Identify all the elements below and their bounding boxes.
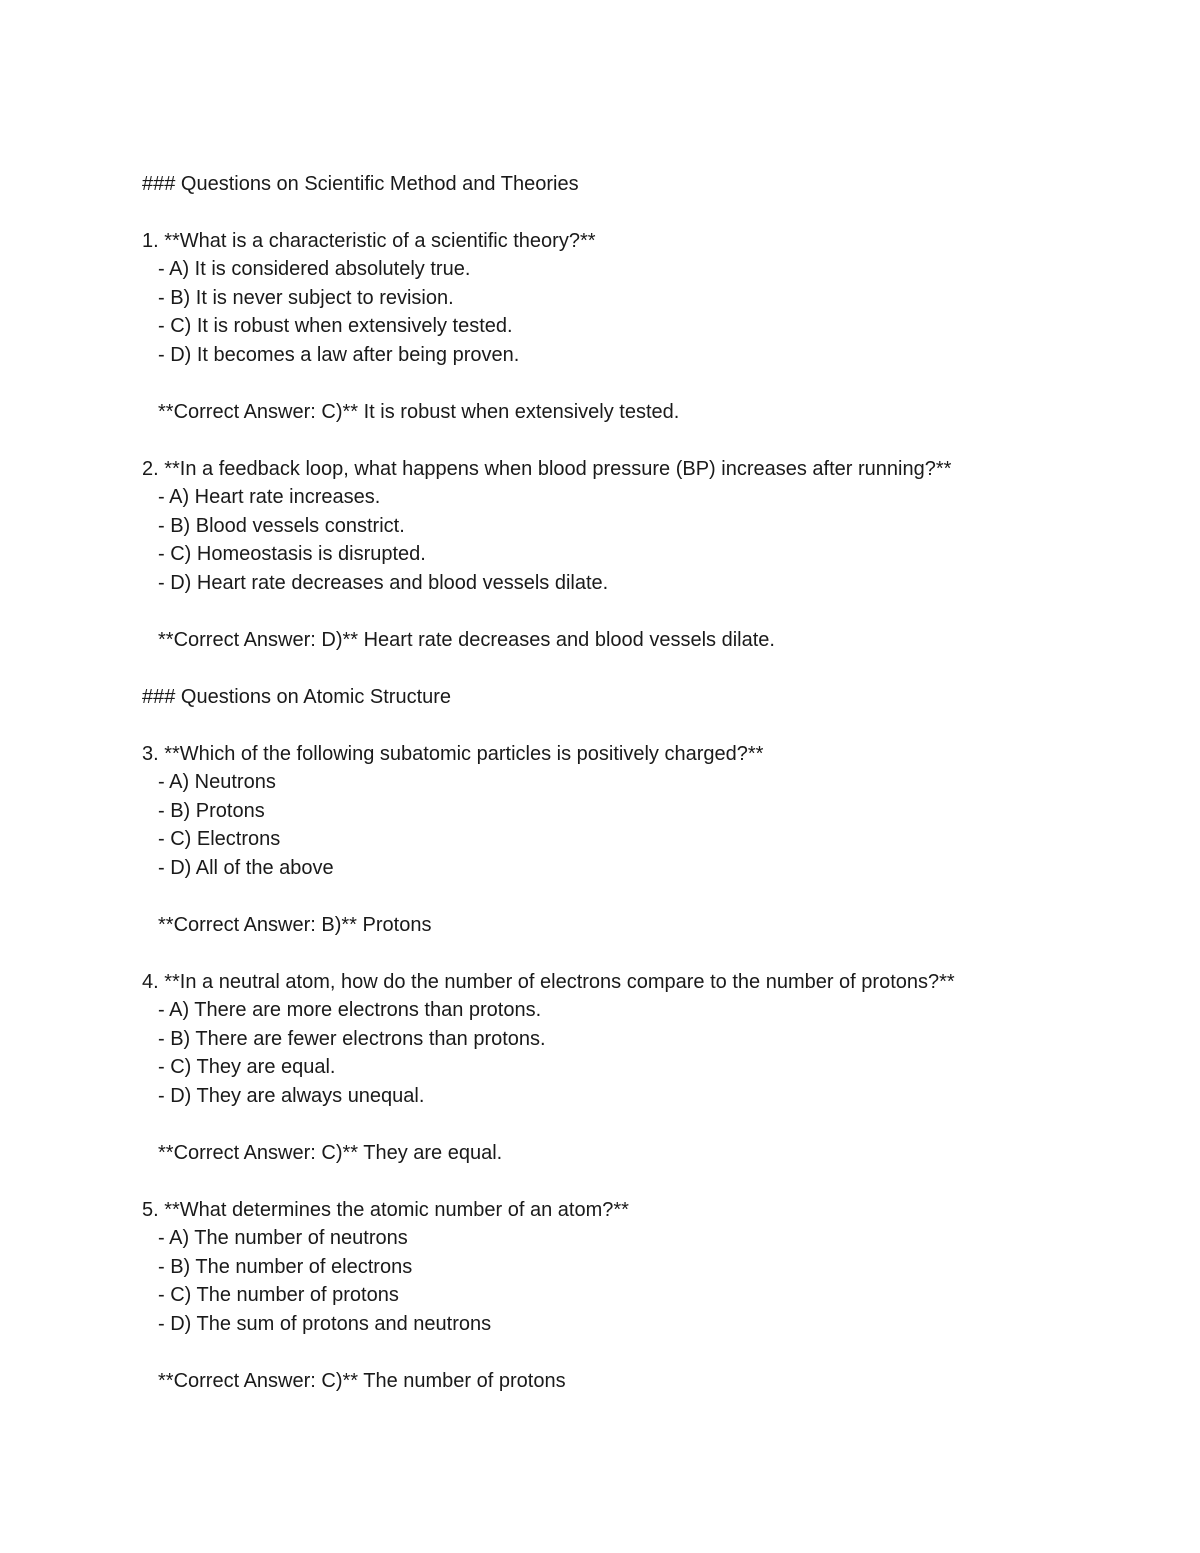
option-c: - C) The number of protons: [158, 1284, 399, 1306]
option-b: - B) The number of electrons: [158, 1256, 413, 1278]
correct-answer: **Correct Answer: D)** Heart rate decreases and blood vessels dilate.: [158, 629, 775, 651]
option-b: - B) It is never subject to revision.: [158, 287, 454, 309]
correct-answer: **Correct Answer: C)** They are equal.: [158, 1142, 503, 1164]
section-heading: ### Questions on Scientific Method and Theories: [142, 173, 579, 195]
option-d: - D) The sum of protons and neutrons: [158, 1313, 492, 1335]
option-c: - C) It is robust when extensively tested.: [158, 315, 513, 337]
question-text: 4. **In a neutral atom, how do the number of electrons compare to the number of protons?**: [142, 971, 955, 993]
option-d: - D) All of the above: [158, 857, 334, 879]
correct-answer: **Correct Answer: C)** It is robust when extensively tested.: [158, 401, 680, 423]
option-b: - B) There are fewer electrons than protons.: [158, 1028, 546, 1050]
option-a: - A) Neutrons: [158, 771, 276, 793]
option-c: - C) Electrons: [158, 828, 281, 850]
question-text: 2. **In a feedback loop, what happens when blood pressure (BP) increases after running?**: [142, 458, 952, 480]
option-c: - C) Homeostasis is disrupted.: [158, 543, 426, 565]
option-a: - A) Heart rate increases.: [158, 486, 381, 508]
correct-answer: **Correct Answer: C)** The number of protons: [158, 1370, 566, 1392]
question-text: 3. **Which of the following subatomic particles is positively charged?**: [142, 743, 764, 765]
option-c: - C) They are equal.: [158, 1056, 336, 1078]
question-text: 1. **What is a characteristic of a scientific theory?**: [142, 230, 596, 252]
option-b: - B) Blood vessels constrict.: [158, 515, 405, 537]
section-heading: ### Questions on Atomic Structure: [142, 686, 452, 708]
question-text: 5. **What determines the atomic number of an atom?**: [142, 1199, 629, 1221]
option-d: - D) It becomes a law after being proven.: [158, 344, 520, 366]
option-b: - B) Protons: [158, 800, 265, 822]
option-a: - A) The number of neutrons: [158, 1227, 408, 1249]
option-d: - D) They are always unequal.: [158, 1085, 425, 1107]
option-a: - A) There are more electrons than protons.: [158, 999, 542, 1021]
option-a: - A) It is considered absolutely true.: [158, 258, 471, 280]
option-d: - D) Heart rate decreases and blood vessels dilate.: [158, 572, 609, 594]
correct-answer: **Correct Answer: B)** Protons: [158, 914, 432, 936]
